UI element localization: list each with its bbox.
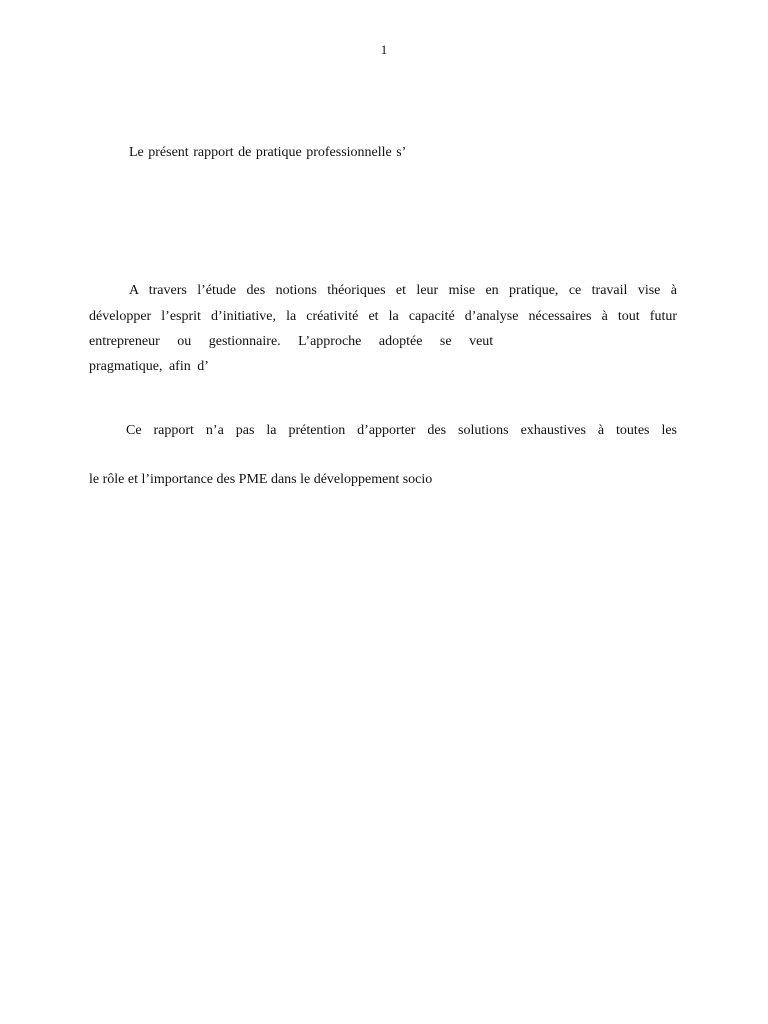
paragraph-objective-line-3: entrepreneur ou gestionnaire. L’approche adoptée se veut — [89, 334, 494, 349]
paragraph-objective-line-2: développer l’esprit d’initiative, la créativité et la capacité d’analyse nécessaires à tout futur — [89, 309, 677, 324]
paragraph-objective-line-1: A travers l’étude des notions théoriques et leur mise en pratique, ce travail vise à — [129, 283, 677, 298]
paragraph-scope-line-1: Ce rapport n’a pas la prétention d’apporter des solutions exhaustives à toutes les — [126, 423, 677, 438]
paragraph-intro-line: Le présent rapport de pratique professionnelle s’ — [129, 145, 407, 160]
paragraph-scope-line-2: le rôle et l’importance des PME dans le développement socio — [89, 472, 433, 487]
page-number: 1 — [380, 42, 388, 57]
paragraph-objective-line-4: pragmatique, afin d’ — [89, 359, 209, 374]
